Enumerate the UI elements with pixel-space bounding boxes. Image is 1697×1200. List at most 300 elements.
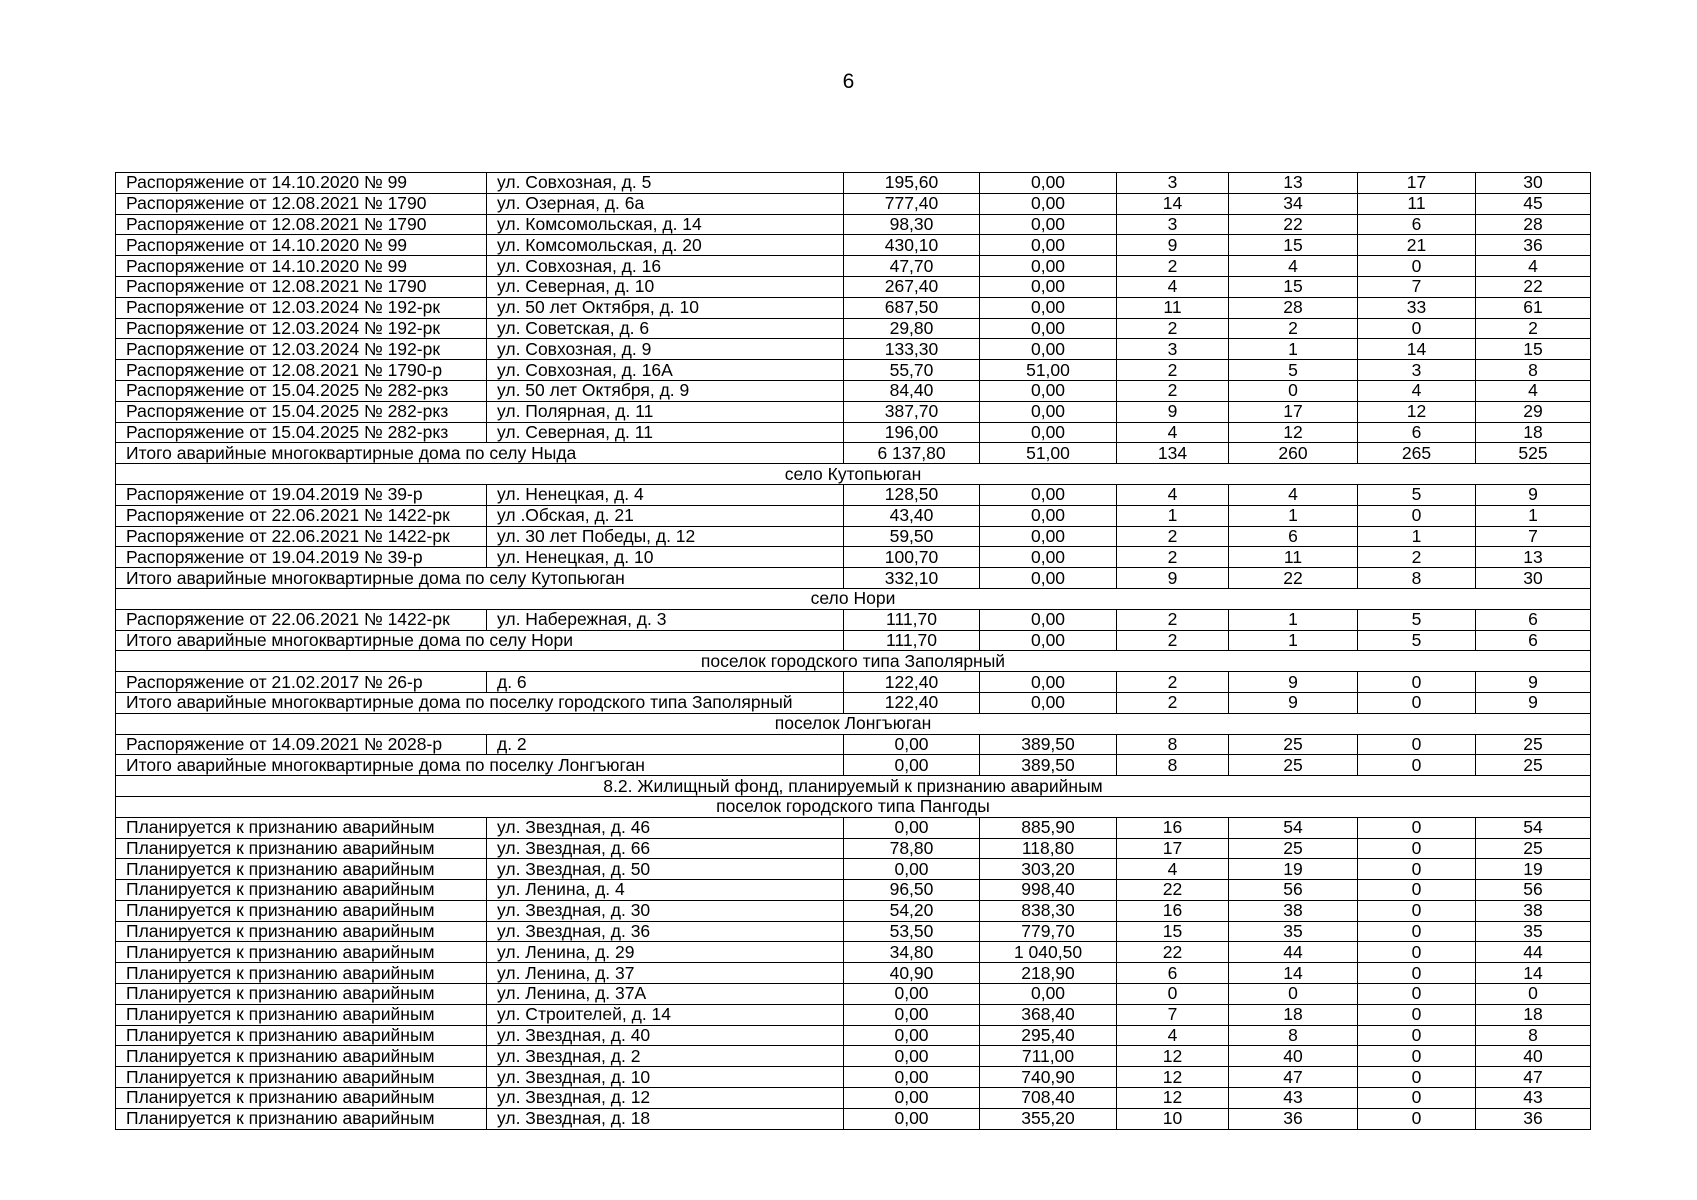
value-cell: 265 bbox=[1358, 443, 1476, 464]
value-cell: 4 bbox=[1117, 484, 1229, 505]
value-cell: 0 bbox=[1358, 817, 1476, 838]
value-cell: 43 bbox=[1229, 1088, 1358, 1109]
document-cell: Планируется к признанию аварийным bbox=[116, 900, 487, 921]
value-cell: 18 bbox=[1229, 1004, 1358, 1025]
value-cell: 13 bbox=[1476, 547, 1591, 568]
value-cell: 12 bbox=[1358, 401, 1476, 422]
value-cell: 118,80 bbox=[980, 838, 1117, 859]
value-cell: 4 bbox=[1476, 256, 1591, 277]
value-cell: 0,00 bbox=[980, 214, 1117, 235]
value-cell: 0,00 bbox=[980, 422, 1117, 443]
value-cell: 295,40 bbox=[980, 1025, 1117, 1046]
section-title: поселок городского типа Пангоды bbox=[116, 796, 1591, 817]
value-cell: 430,10 bbox=[844, 235, 980, 256]
value-cell: 0 bbox=[1229, 984, 1358, 1005]
value-cell: 8 bbox=[1476, 1025, 1591, 1046]
value-cell: 2 bbox=[1358, 547, 1476, 568]
value-cell: 53,50 bbox=[844, 921, 980, 942]
value-cell: 779,70 bbox=[980, 921, 1117, 942]
address-cell: ул. Совхозная, д. 5 bbox=[487, 173, 844, 194]
value-cell: 0,00 bbox=[844, 1004, 980, 1025]
value-cell: 9 bbox=[1476, 484, 1591, 505]
address-cell: ул. Комсомольская, д. 20 bbox=[487, 235, 844, 256]
section-header-row bbox=[116, 776, 1591, 797]
value-cell: 4 bbox=[1117, 1025, 1229, 1046]
value-cell: 0,00 bbox=[844, 1088, 980, 1109]
value-cell: 38 bbox=[1476, 900, 1591, 921]
value-cell: 6 bbox=[1358, 422, 1476, 443]
value-cell: 8 bbox=[1117, 755, 1229, 776]
value-cell: 0 bbox=[1358, 672, 1476, 693]
address-cell: ул. Ненецкая, д. 4 bbox=[487, 484, 844, 505]
document-cell: Распоряжение от 12.03.2024 № 192-рк bbox=[116, 339, 487, 360]
value-cell: 6 bbox=[1358, 214, 1476, 235]
value-cell: 35 bbox=[1229, 921, 1358, 942]
document-cell: Распоряжение от 14.10.2020 № 99 bbox=[116, 235, 487, 256]
value-cell: 5 bbox=[1229, 360, 1358, 381]
table-row bbox=[116, 526, 1591, 547]
total-row bbox=[116, 692, 1591, 713]
table-row bbox=[116, 859, 1591, 880]
value-cell: 98,30 bbox=[844, 214, 980, 235]
value-cell: 8 bbox=[1229, 1025, 1358, 1046]
value-cell: 25 bbox=[1476, 755, 1591, 776]
value-cell: 28 bbox=[1476, 214, 1591, 235]
value-cell: 54,20 bbox=[844, 900, 980, 921]
value-cell: 2 bbox=[1117, 547, 1229, 568]
value-cell: 40 bbox=[1476, 1046, 1591, 1067]
document-cell: Планируется к признанию аварийным bbox=[116, 817, 487, 838]
value-cell: 7 bbox=[1358, 276, 1476, 297]
table-row bbox=[116, 672, 1591, 693]
table-row bbox=[116, 547, 1591, 568]
value-cell: 4 bbox=[1358, 380, 1476, 401]
document-cell: Планируется к признанию аварийным bbox=[116, 1108, 487, 1129]
value-cell: 51,00 bbox=[980, 443, 1117, 464]
value-cell: 2 bbox=[1117, 380, 1229, 401]
table-row bbox=[116, 318, 1591, 339]
value-cell: 0,00 bbox=[844, 755, 980, 776]
document-cell: Планируется к признанию аварийным bbox=[116, 880, 487, 901]
document-cell: Планируется к признанию аварийным bbox=[116, 1046, 487, 1067]
value-cell: 332,10 bbox=[844, 568, 980, 589]
value-cell: 0,00 bbox=[980, 692, 1117, 713]
value-cell: 0 bbox=[1358, 1108, 1476, 1129]
value-cell: 711,00 bbox=[980, 1046, 1117, 1067]
document-cell: Планируется к признанию аварийным bbox=[116, 859, 487, 880]
table-row bbox=[116, 380, 1591, 401]
value-cell: 0,00 bbox=[844, 1067, 980, 1088]
value-cell: 0 bbox=[1117, 984, 1229, 1005]
address-cell: ул. Звездная, д. 12 bbox=[487, 1088, 844, 1109]
total-label: Итого аварийные многоквартирные дома по селу Нори bbox=[116, 630, 844, 651]
value-cell: 0,00 bbox=[980, 380, 1117, 401]
value-cell: 19 bbox=[1229, 859, 1358, 880]
value-cell: 525 bbox=[1476, 443, 1591, 464]
value-cell: 0,00 bbox=[980, 193, 1117, 214]
section-header-row bbox=[116, 588, 1591, 609]
document-cell: Распоряжение от 22.06.2021 № 1422-рк bbox=[116, 505, 487, 526]
address-cell: ул. Звездная, д. 46 bbox=[487, 817, 844, 838]
value-cell: 54 bbox=[1476, 817, 1591, 838]
value-cell: 47 bbox=[1476, 1067, 1591, 1088]
table-row bbox=[116, 1088, 1591, 1109]
value-cell: 18 bbox=[1476, 422, 1591, 443]
address-cell: ул. 50 лет Октября, д. 9 bbox=[487, 380, 844, 401]
document-cell: Распоряжение от 14.09.2021 № 2028-р bbox=[116, 734, 487, 755]
value-cell: 0,00 bbox=[844, 1025, 980, 1046]
table-row bbox=[116, 422, 1591, 443]
value-cell: 22 bbox=[1229, 568, 1358, 589]
value-cell: 0 bbox=[1358, 318, 1476, 339]
value-cell: 25 bbox=[1476, 734, 1591, 755]
document-cell: Планируется к признанию аварийным bbox=[116, 1004, 487, 1025]
value-cell: 14 bbox=[1358, 339, 1476, 360]
document-cell: Планируется к признанию аварийным bbox=[116, 1067, 487, 1088]
address-cell: ул. Озерная, д. 6а bbox=[487, 193, 844, 214]
value-cell: 355,20 bbox=[980, 1108, 1117, 1129]
value-cell: 7 bbox=[1476, 526, 1591, 547]
document-cell: Распоряжение от 12.03.2024 № 192-рк bbox=[116, 297, 487, 318]
value-cell: 9 bbox=[1476, 672, 1591, 693]
value-cell: 15 bbox=[1117, 921, 1229, 942]
value-cell: 21 bbox=[1358, 235, 1476, 256]
value-cell: 15 bbox=[1229, 235, 1358, 256]
document-cell: Распоряжение от 19.04.2019 № 39-р bbox=[116, 547, 487, 568]
address-cell: ул. Полярная, д. 11 bbox=[487, 401, 844, 422]
value-cell: 0 bbox=[1229, 380, 1358, 401]
address-cell: ул. Звездная, д. 18 bbox=[487, 1108, 844, 1129]
total-label: Итого аварийные многоквартирные дома по поселку городского типа Заполярный bbox=[116, 692, 844, 713]
table-row bbox=[116, 339, 1591, 360]
table-row bbox=[116, 276, 1591, 297]
value-cell: 34 bbox=[1229, 193, 1358, 214]
value-cell: 1 bbox=[1229, 630, 1358, 651]
value-cell: 13 bbox=[1229, 173, 1358, 194]
value-cell: 0 bbox=[1358, 1004, 1476, 1025]
value-cell: 25 bbox=[1229, 838, 1358, 859]
value-cell: 5 bbox=[1358, 484, 1476, 505]
address-cell: ул. Комсомольская, д. 14 bbox=[487, 214, 844, 235]
value-cell: 1 bbox=[1117, 505, 1229, 526]
value-cell: 196,00 bbox=[844, 422, 980, 443]
table-row bbox=[116, 963, 1591, 984]
value-cell: 0 bbox=[1358, 755, 1476, 776]
value-cell: 14 bbox=[1229, 963, 1358, 984]
value-cell: 838,30 bbox=[980, 900, 1117, 921]
document-cell: Распоряжение от 12.08.2021 № 1790 bbox=[116, 276, 487, 297]
value-cell: 36 bbox=[1229, 1108, 1358, 1129]
value-cell: 2 bbox=[1229, 318, 1358, 339]
document-cell: Распоряжение от 15.04.2025 № 282-ркз bbox=[116, 380, 487, 401]
value-cell: 218,90 bbox=[980, 963, 1117, 984]
value-cell: 43,40 bbox=[844, 505, 980, 526]
value-cell: 22 bbox=[1476, 276, 1591, 297]
address-cell: ул. Северная, д. 11 bbox=[487, 422, 844, 443]
document-cell: Распоряжение от 15.04.2025 № 282-ркз bbox=[116, 401, 487, 422]
value-cell: 47 bbox=[1229, 1067, 1358, 1088]
value-cell: 777,40 bbox=[844, 193, 980, 214]
value-cell: 0,00 bbox=[980, 235, 1117, 256]
address-cell: ул. Совхозная, д. 16А bbox=[487, 360, 844, 381]
value-cell: 267,40 bbox=[844, 276, 980, 297]
section-title: 8.2. Жилищный фонд, планируемый к признанию аварийным bbox=[116, 776, 1591, 797]
address-cell: ул. Ленина, д. 37А bbox=[487, 984, 844, 1005]
value-cell: 0 bbox=[1358, 838, 1476, 859]
value-cell: 10 bbox=[1117, 1108, 1229, 1129]
value-cell: 78,80 bbox=[844, 838, 980, 859]
address-cell: ул. Звездная, д. 36 bbox=[487, 921, 844, 942]
value-cell: 5 bbox=[1358, 630, 1476, 651]
value-cell: 389,50 bbox=[980, 734, 1117, 755]
address-cell: ул. Ленина, д. 4 bbox=[487, 880, 844, 901]
value-cell: 54 bbox=[1229, 817, 1358, 838]
value-cell: 0,00 bbox=[980, 547, 1117, 568]
value-cell: 8 bbox=[1358, 568, 1476, 589]
value-cell: 3 bbox=[1117, 173, 1229, 194]
table-row bbox=[116, 984, 1591, 1005]
value-cell: 30 bbox=[1476, 568, 1591, 589]
document-cell: Планируется к признанию аварийным bbox=[116, 963, 487, 984]
address-cell: ул. Звездная, д. 2 bbox=[487, 1046, 844, 1067]
value-cell: 9 bbox=[1117, 235, 1229, 256]
value-cell: 9 bbox=[1229, 692, 1358, 713]
total-row bbox=[116, 568, 1591, 589]
value-cell: 6 bbox=[1476, 609, 1591, 630]
value-cell: 2 bbox=[1117, 360, 1229, 381]
value-cell: 100,70 bbox=[844, 547, 980, 568]
value-cell: 1 bbox=[1229, 609, 1358, 630]
value-cell: 25 bbox=[1229, 734, 1358, 755]
value-cell: 133,30 bbox=[844, 339, 980, 360]
document-cell: Распоряжение от 22.06.2021 № 1422-рк bbox=[116, 609, 487, 630]
table-row bbox=[116, 1067, 1591, 1088]
value-cell: 96,50 bbox=[844, 880, 980, 901]
address-cell: ул. Ленина, д. 37 bbox=[487, 963, 844, 984]
section-title: село Нори bbox=[116, 588, 1591, 609]
value-cell: 11 bbox=[1117, 297, 1229, 318]
value-cell: 44 bbox=[1476, 942, 1591, 963]
value-cell: 40,90 bbox=[844, 963, 980, 984]
value-cell: 387,70 bbox=[844, 401, 980, 422]
address-cell: ул. Звездная, д. 10 bbox=[487, 1067, 844, 1088]
value-cell: 3 bbox=[1117, 339, 1229, 360]
value-cell: 0 bbox=[1358, 984, 1476, 1005]
value-cell: 0,00 bbox=[980, 526, 1117, 547]
value-cell: 0,00 bbox=[980, 297, 1117, 318]
value-cell: 708,40 bbox=[980, 1088, 1117, 1109]
value-cell: 134 bbox=[1117, 443, 1229, 464]
document-cell: Планируется к признанию аварийным bbox=[116, 984, 487, 1005]
value-cell: 15 bbox=[1229, 276, 1358, 297]
value-cell: 4 bbox=[1117, 859, 1229, 880]
value-cell: 17 bbox=[1358, 173, 1476, 194]
value-cell: 22 bbox=[1117, 880, 1229, 901]
total-label: Итого аварийные многоквартирные дома по поселку Лонгъюган bbox=[116, 755, 844, 776]
document-cell: Распоряжение от 15.04.2025 № 282-ркз bbox=[116, 422, 487, 443]
value-cell: 6 137,80 bbox=[844, 443, 980, 464]
value-cell: 0 bbox=[1358, 1025, 1476, 1046]
value-cell: 3 bbox=[1358, 360, 1476, 381]
value-cell: 128,50 bbox=[844, 484, 980, 505]
value-cell: 8 bbox=[1117, 734, 1229, 755]
table-row bbox=[116, 609, 1591, 630]
section-header-row bbox=[116, 713, 1591, 734]
value-cell: 4 bbox=[1476, 380, 1591, 401]
value-cell: 11 bbox=[1229, 547, 1358, 568]
value-cell: 19 bbox=[1476, 859, 1591, 880]
value-cell: 0 bbox=[1358, 963, 1476, 984]
value-cell: 0,00 bbox=[980, 609, 1117, 630]
value-cell: 16 bbox=[1117, 817, 1229, 838]
value-cell: 260 bbox=[1229, 443, 1358, 464]
value-cell: 25 bbox=[1229, 755, 1358, 776]
document-cell: Распоряжение от 21.02.2017 № 26-р bbox=[116, 672, 487, 693]
value-cell: 0,00 bbox=[980, 401, 1117, 422]
address-cell: ул. Звездная, д. 66 bbox=[487, 838, 844, 859]
address-cell: ул. 50 лет Октября, д. 10 bbox=[487, 297, 844, 318]
value-cell: 0,00 bbox=[980, 630, 1117, 651]
value-cell: 22 bbox=[1229, 214, 1358, 235]
value-cell: 0,00 bbox=[980, 672, 1117, 693]
document-cell: Планируется к признанию аварийным bbox=[116, 1088, 487, 1109]
value-cell: 1 bbox=[1229, 339, 1358, 360]
value-cell: 9 bbox=[1476, 692, 1591, 713]
value-cell: 0 bbox=[1358, 1088, 1476, 1109]
value-cell: 4 bbox=[1229, 484, 1358, 505]
value-cell: 36 bbox=[1476, 235, 1591, 256]
value-cell: 2 bbox=[1117, 609, 1229, 630]
address-cell: ул. Северная, д. 10 bbox=[487, 276, 844, 297]
document-cell: Планируется к признанию аварийным bbox=[116, 942, 487, 963]
value-cell: 2 bbox=[1117, 526, 1229, 547]
document-cell: Распоряжение от 19.04.2019 № 39-р bbox=[116, 484, 487, 505]
value-cell: 1 bbox=[1229, 505, 1358, 526]
table-row bbox=[116, 401, 1591, 422]
value-cell: 368,40 bbox=[980, 1004, 1117, 1025]
value-cell: 0 bbox=[1358, 859, 1476, 880]
table-row bbox=[116, 1108, 1591, 1129]
table-row bbox=[116, 921, 1591, 942]
document-cell: Планируется к признанию аварийным bbox=[116, 838, 487, 859]
value-cell: 0 bbox=[1358, 505, 1476, 526]
table-row bbox=[116, 817, 1591, 838]
table-row bbox=[116, 484, 1591, 505]
document-cell: Распоряжение от 12.03.2024 № 192-рк bbox=[116, 318, 487, 339]
value-cell: 12 bbox=[1117, 1067, 1229, 1088]
value-cell: 0,00 bbox=[980, 484, 1117, 505]
value-cell: 34,80 bbox=[844, 942, 980, 963]
value-cell: 44 bbox=[1229, 942, 1358, 963]
value-cell: 111,70 bbox=[844, 630, 980, 651]
total-row bbox=[116, 755, 1591, 776]
value-cell: 12 bbox=[1117, 1088, 1229, 1109]
address-cell: ул. Совхозная, д. 9 bbox=[487, 339, 844, 360]
value-cell: 8 bbox=[1476, 360, 1591, 381]
value-cell: 0,00 bbox=[980, 339, 1117, 360]
value-cell: 56 bbox=[1229, 880, 1358, 901]
total-label: Итого аварийные многоквартирные дома по селу Ныда bbox=[116, 443, 844, 464]
total-row bbox=[116, 443, 1591, 464]
table-row bbox=[116, 173, 1591, 194]
value-cell: 29,80 bbox=[844, 318, 980, 339]
document-cell: Планируется к признанию аварийным bbox=[116, 921, 487, 942]
value-cell: 22 bbox=[1117, 942, 1229, 963]
value-cell: 15 bbox=[1476, 339, 1591, 360]
page-number: 6 bbox=[842, 70, 855, 93]
address-cell: ул. Набережная, д. 3 bbox=[487, 609, 844, 630]
value-cell: 45 bbox=[1476, 193, 1591, 214]
section-title: поселок городского типа Заполярный bbox=[116, 651, 1591, 672]
value-cell: 28 bbox=[1229, 297, 1358, 318]
address-cell: ул .Обская, д. 21 bbox=[487, 505, 844, 526]
value-cell: 12 bbox=[1117, 1046, 1229, 1067]
value-cell: 5 bbox=[1358, 609, 1476, 630]
value-cell: 6 bbox=[1117, 963, 1229, 984]
value-cell: 0,00 bbox=[980, 568, 1117, 589]
value-cell: 0,00 bbox=[980, 984, 1117, 1005]
value-cell: 0,00 bbox=[844, 734, 980, 755]
value-cell: 0,00 bbox=[844, 984, 980, 1005]
value-cell: 6 bbox=[1476, 630, 1591, 651]
value-cell: 122,40 bbox=[844, 692, 980, 713]
value-cell: 11 bbox=[1358, 193, 1476, 214]
value-cell: 84,40 bbox=[844, 380, 980, 401]
document-cell: Распоряжение от 22.06.2021 № 1422-рк bbox=[116, 526, 487, 547]
table-row bbox=[116, 214, 1591, 235]
value-cell: 35 bbox=[1476, 921, 1591, 942]
table-row bbox=[116, 942, 1591, 963]
document-cell: Распоряжение от 12.08.2021 № 1790 bbox=[116, 193, 487, 214]
value-cell: 389,50 bbox=[980, 755, 1117, 776]
address-cell: ул. Советская, д. 6 bbox=[487, 318, 844, 339]
value-cell: 4 bbox=[1229, 256, 1358, 277]
value-cell: 0 bbox=[1358, 900, 1476, 921]
total-row bbox=[116, 630, 1591, 651]
value-cell: 0,00 bbox=[844, 1046, 980, 1067]
value-cell: 2 bbox=[1117, 630, 1229, 651]
value-cell: 0 bbox=[1358, 256, 1476, 277]
value-cell: 0,00 bbox=[980, 318, 1117, 339]
value-cell: 1 bbox=[1358, 526, 1476, 547]
value-cell: 0,00 bbox=[844, 817, 980, 838]
section-header-row bbox=[116, 651, 1591, 672]
table-row bbox=[116, 193, 1591, 214]
value-cell: 18 bbox=[1476, 1004, 1591, 1025]
value-cell: 0,00 bbox=[980, 276, 1117, 297]
value-cell: 0,00 bbox=[844, 1108, 980, 1129]
section-header-row bbox=[116, 464, 1591, 485]
value-cell: 4 bbox=[1117, 276, 1229, 297]
value-cell: 29 bbox=[1476, 401, 1591, 422]
value-cell: 33 bbox=[1358, 297, 1476, 318]
section-title: поселок Лонгъюган bbox=[116, 713, 1591, 734]
value-cell: 0 bbox=[1358, 1067, 1476, 1088]
table-row bbox=[116, 1025, 1591, 1046]
table-row bbox=[116, 734, 1591, 755]
document-cell: Распоряжение от 12.08.2021 № 1790 bbox=[116, 214, 487, 235]
value-cell: 59,50 bbox=[844, 526, 980, 547]
table-row bbox=[116, 256, 1591, 277]
value-cell: 0 bbox=[1358, 921, 1476, 942]
address-cell: д. 2 bbox=[487, 734, 844, 755]
document-cell: Распоряжение от 14.10.2020 № 99 bbox=[116, 173, 487, 194]
document-cell: Распоряжение от 14.10.2020 № 99 bbox=[116, 256, 487, 277]
section-title: село Кутопьюган bbox=[116, 464, 1591, 485]
table-row bbox=[116, 235, 1591, 256]
value-cell: 61 bbox=[1476, 297, 1591, 318]
value-cell: 0 bbox=[1358, 942, 1476, 963]
